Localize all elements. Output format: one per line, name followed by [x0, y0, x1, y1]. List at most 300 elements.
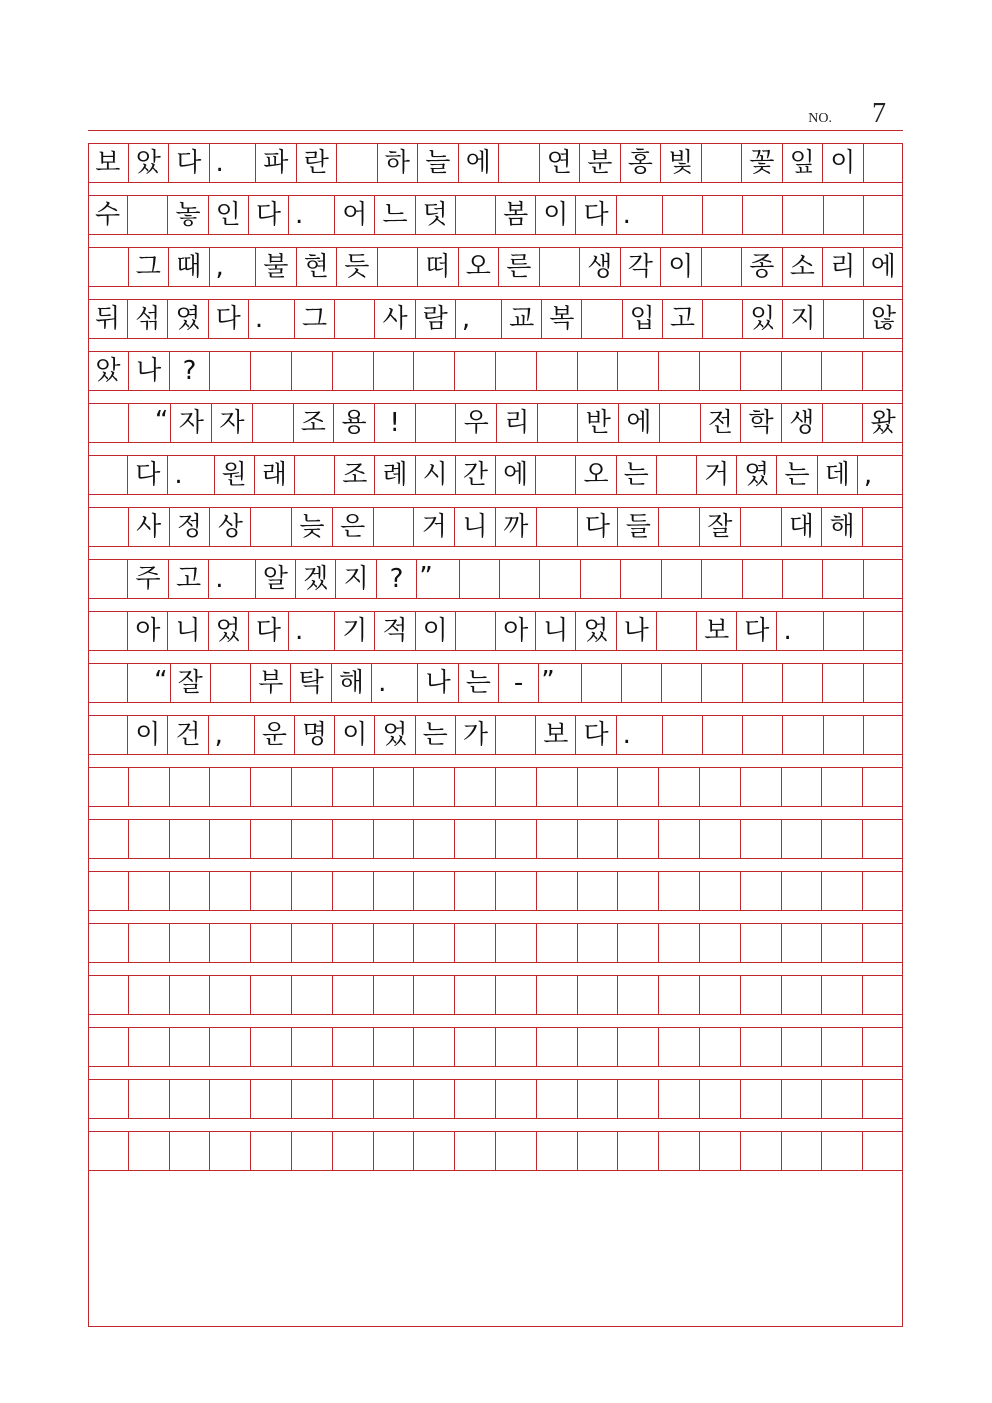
manuscript-cell: 리 — [822, 248, 863, 286]
manuscript-cell: 꽃 — [741, 144, 782, 182]
manuscript-cell: 대 — [781, 508, 822, 546]
manuscript-cell: 다 — [168, 144, 209, 182]
manuscript-cell — [862, 976, 903, 1014]
manuscript-cell — [821, 820, 862, 858]
manuscript-cell — [250, 924, 291, 962]
manuscript-cell — [336, 144, 377, 182]
manuscript-cell: 다 — [248, 612, 288, 650]
manuscript-cell: 하 — [377, 144, 418, 182]
manuscript-cell: 보 — [95, 148, 121, 178]
manuscript-cell — [413, 820, 454, 858]
manuscript-cell — [332, 976, 373, 1014]
manuscript-cell — [702, 716, 742, 754]
manuscript-cell — [209, 768, 250, 806]
manuscript-cell: 용 — [333, 404, 374, 442]
manuscript-cell: 다 — [208, 300, 248, 338]
manuscript-row — [88, 663, 903, 703]
manuscript-cell: 정 — [169, 508, 210, 546]
manuscript-cell: 봄 — [495, 196, 535, 234]
manuscript-cell: 건 — [167, 716, 207, 754]
manuscript-row — [88, 923, 903, 963]
manuscript-cell — [658, 1028, 699, 1066]
manuscript-cell — [250, 976, 291, 1014]
manuscript-cell — [495, 716, 535, 754]
manuscript-cell — [862, 1080, 903, 1118]
manuscript-cell — [413, 872, 454, 910]
manuscript-cell — [740, 924, 781, 962]
manuscript-cell — [863, 560, 903, 598]
manuscript-cell — [862, 872, 903, 910]
manuscript-cell — [577, 1080, 618, 1118]
manuscript-cell: 해 — [821, 508, 862, 546]
manuscript-cell — [581, 300, 621, 338]
manuscript-cell: 종 — [741, 248, 782, 286]
manuscript-cell — [334, 300, 374, 338]
manuscript-cell: 부 — [250, 664, 290, 702]
manuscript-cell — [821, 768, 862, 806]
manuscript-cell — [209, 352, 250, 390]
manuscript-cell — [169, 1132, 210, 1170]
manuscript-cell — [332, 352, 373, 390]
manuscript-cell — [413, 976, 454, 1014]
manuscript-cell — [699, 1028, 740, 1066]
manuscript-cell — [413, 352, 454, 390]
manuscript-cell — [209, 976, 250, 1014]
manuscript-cell — [88, 664, 127, 702]
manuscript-cell — [740, 872, 781, 910]
manuscript-cell — [701, 560, 741, 598]
manuscript-cell: 나 — [616, 612, 656, 650]
manuscript-cell — [291, 872, 332, 910]
manuscript-cell: 았 — [128, 144, 169, 182]
manuscript-cell — [781, 1080, 822, 1118]
manuscript-cell — [535, 456, 575, 494]
manuscript-cell: 이 — [535, 196, 575, 234]
manuscript-cell: 들 — [617, 508, 658, 546]
manuscript-row — [88, 351, 903, 391]
manuscript-row — [88, 143, 903, 183]
manuscript-row — [88, 611, 903, 651]
manuscript-cell — [291, 924, 332, 962]
manuscript-cell: . — [209, 144, 256, 182]
manuscript-cell — [740, 768, 781, 806]
manuscript-cell: 에 — [495, 456, 535, 494]
manuscript-cell — [373, 352, 414, 390]
manuscript-row — [88, 403, 903, 443]
manuscript-cell — [377, 248, 418, 286]
manuscript-cell — [250, 508, 291, 546]
manuscript-cell: 현 — [296, 248, 337, 286]
manuscript-cell — [863, 612, 903, 650]
manuscript-cell — [88, 872, 128, 910]
manuscript-cell — [495, 976, 536, 1014]
manuscript-cell — [742, 196, 782, 234]
manuscript-cell — [291, 768, 332, 806]
manuscript-cell — [454, 1132, 495, 1170]
manuscript-cell — [821, 924, 862, 962]
manuscript-cell — [250, 352, 291, 390]
manuscript-cell — [495, 1080, 536, 1118]
page-number: 7 — [872, 98, 886, 129]
manuscript-row — [88, 871, 903, 911]
manuscript-cell: 아 — [127, 612, 167, 650]
manuscript-cell: . — [208, 560, 254, 598]
manuscript-cell: 잘 — [699, 508, 740, 546]
manuscript-cell — [617, 820, 658, 858]
manuscript-cell — [88, 768, 128, 806]
manuscript-cell: 다 — [577, 508, 618, 546]
manuscript-cell: 간 — [455, 456, 495, 494]
manuscript-cell — [250, 1080, 291, 1118]
manuscript-cell: 다 — [575, 716, 615, 754]
manuscript-cell — [782, 664, 822, 702]
manuscript-cell: 나 — [417, 664, 457, 702]
manuscript-cell: 다 — [736, 612, 776, 650]
manuscript-cell: 복 — [541, 300, 581, 338]
manuscript-cell: . — [616, 716, 662, 754]
manuscript-cell: , — [209, 248, 256, 286]
manuscript-cell — [781, 1132, 822, 1170]
manuscript-cell: ” — [538, 664, 580, 702]
manuscript-cell: 었 — [208, 612, 248, 650]
manuscript-cell: 는 — [776, 456, 816, 494]
manuscript-cell: 섞 — [127, 300, 167, 338]
manuscript-cell — [373, 976, 414, 1014]
manuscript-cell — [617, 1028, 658, 1066]
manuscript-cell: 상 — [209, 508, 250, 546]
manuscript-cell: 았 — [95, 356, 121, 386]
manuscript-cell: , — [208, 716, 254, 754]
manuscript-cell: 었 — [575, 612, 615, 650]
manuscript-cell: 다 — [248, 196, 288, 234]
manuscript-cell — [781, 976, 822, 1014]
manuscript-cell — [539, 560, 579, 598]
manuscript-cell — [740, 1028, 781, 1066]
manuscript-cell — [332, 872, 373, 910]
manuscript-cell — [88, 560, 127, 598]
manuscript-cell — [495, 1132, 536, 1170]
manuscript-row — [88, 1079, 903, 1119]
manuscript-cell — [658, 820, 699, 858]
manuscript-cell — [580, 560, 620, 598]
manuscript-cell — [658, 1080, 699, 1118]
manuscript-cell — [862, 1028, 903, 1066]
manuscript-cell: 놓 — [167, 196, 207, 234]
manuscript-cell: 늦 — [291, 508, 332, 546]
manuscript-cell — [495, 872, 536, 910]
manuscript-cell — [88, 1028, 128, 1066]
manuscript-cell: 듯 — [336, 248, 377, 286]
manuscript-cell — [373, 872, 414, 910]
manuscript-cell — [250, 1132, 291, 1170]
manuscript-cell: 입 — [622, 300, 662, 338]
manuscript-cell — [413, 1028, 454, 1066]
manuscript-row — [88, 767, 903, 807]
manuscript-cell — [740, 976, 781, 1014]
manuscript-cell — [209, 820, 250, 858]
manuscript-cell: 자 — [211, 404, 252, 442]
manuscript-cell — [128, 872, 169, 910]
manuscript-cell — [822, 560, 862, 598]
manuscript-cell: ? — [169, 352, 210, 390]
manuscript-cell — [250, 768, 291, 806]
manuscript-cell — [782, 716, 822, 754]
manuscript-cell — [821, 1080, 862, 1118]
manuscript-cell: 어 — [334, 196, 374, 234]
manuscript-cell — [863, 144, 904, 182]
manuscript-cell — [415, 404, 456, 442]
manuscript-cell — [88, 612, 127, 650]
manuscript-cell — [862, 768, 903, 806]
manuscript-cell: . — [616, 196, 662, 234]
manuscript-cell: 뒤 — [95, 304, 121, 334]
manuscript-cell — [740, 1132, 781, 1170]
manuscript-cell: 분 — [579, 144, 620, 182]
manuscript-cell — [291, 820, 332, 858]
manuscript-cell: 니 — [167, 612, 207, 650]
manuscript-cell — [740, 508, 781, 546]
manuscript-cell — [454, 768, 495, 806]
manuscript-cell — [862, 1132, 903, 1170]
manuscript-cell — [617, 1080, 658, 1118]
manuscript-cell — [454, 1028, 495, 1066]
manuscript-cell — [332, 1028, 373, 1066]
manuscript-cell: 수 — [95, 200, 121, 230]
manuscript-cell — [823, 196, 863, 234]
manuscript-cell: 이 — [127, 716, 167, 754]
manuscript-cell — [332, 820, 373, 858]
manuscript-cell — [658, 768, 699, 806]
manuscript-cell — [455, 612, 495, 650]
manuscript-cell — [781, 872, 822, 910]
manuscript-cell — [413, 768, 454, 806]
manuscript-cell — [863, 716, 903, 754]
manuscript-cell: 는 — [415, 716, 455, 754]
manuscript-cell — [127, 196, 167, 234]
manuscript-cell: 이 — [660, 248, 701, 286]
manuscript-cell — [658, 508, 699, 546]
manuscript-cell — [413, 924, 454, 962]
manuscript-cell — [455, 196, 495, 234]
manuscript-cell: 고 — [168, 560, 208, 598]
manuscript-cell — [781, 820, 822, 858]
manuscript-cell — [250, 872, 291, 910]
page-number-label — [808, 98, 886, 130]
manuscript-cell — [658, 924, 699, 962]
manuscript-cell — [454, 872, 495, 910]
manuscript-cell: 이 — [334, 716, 374, 754]
manuscript-cell — [701, 664, 741, 702]
manuscript-cell — [454, 924, 495, 962]
manuscript-cell — [209, 1080, 250, 1118]
manuscript-cell — [577, 924, 618, 962]
manuscript-cell: 명 — [294, 716, 334, 754]
manuscript-cell: 였 — [736, 456, 776, 494]
manuscript-cell — [128, 924, 169, 962]
manuscript-cell — [536, 352, 577, 390]
manuscript-cell: 에 — [458, 144, 499, 182]
manuscript-cell — [169, 820, 210, 858]
manuscript-cell — [617, 976, 658, 1014]
manuscript-cell — [577, 352, 618, 390]
manuscript-cell — [88, 248, 128, 286]
manuscript-cell — [495, 820, 536, 858]
manuscript-cell — [88, 820, 128, 858]
manuscript-cell — [88, 456, 127, 494]
manuscript-cell — [373, 508, 414, 546]
manuscript-cell: 그 — [294, 300, 334, 338]
manuscript-cell: 조 — [334, 456, 374, 494]
manuscript-cell — [781, 768, 822, 806]
manuscript-cell: 기 — [334, 612, 374, 650]
manuscript-cell — [617, 352, 658, 390]
manuscript-cell — [823, 612, 863, 650]
manuscript-cell: 오 — [575, 456, 615, 494]
manuscript-cell — [88, 924, 128, 962]
manuscript-cell: 탁 — [290, 664, 330, 702]
manuscript-cell: 사 — [374, 300, 414, 338]
manuscript-row — [88, 559, 903, 599]
manuscript-cell — [699, 976, 740, 1014]
manuscript-cell — [128, 1080, 169, 1118]
manuscript-cell — [495, 1028, 536, 1066]
manuscript-cell — [169, 1028, 210, 1066]
manuscript-cell — [169, 872, 210, 910]
manuscript-cell — [373, 1080, 414, 1118]
manuscript-cell: 른 — [498, 248, 539, 286]
manuscript-cell: 생 — [781, 404, 822, 442]
manuscript-cell: 보 — [535, 716, 575, 754]
manuscript-cell — [658, 1132, 699, 1170]
manuscript-cell — [332, 1080, 373, 1118]
manuscript-cell — [291, 352, 332, 390]
manuscript-cell — [454, 820, 495, 858]
manuscript-cell: 거 — [413, 508, 454, 546]
manuscript-cell: 지 — [335, 560, 375, 598]
manuscript-row — [88, 715, 903, 755]
manuscript-cell — [658, 352, 699, 390]
manuscript-cell: 었 — [374, 716, 414, 754]
manuscript-cell — [454, 1080, 495, 1118]
manuscript-row — [88, 195, 903, 235]
manuscript-cell: 덧 — [415, 196, 455, 234]
manuscript-cell: . — [248, 300, 294, 338]
manuscript-cell: ? — [376, 560, 416, 598]
manuscript-cell — [821, 1132, 862, 1170]
manuscript-cell — [658, 872, 699, 910]
manuscript-cell: 에 — [618, 404, 659, 442]
manuscript-cell: 생 — [579, 248, 620, 286]
manuscript-cell — [536, 820, 577, 858]
manuscript-cell — [459, 560, 499, 598]
manuscript-cell: 지 — [782, 300, 822, 338]
manuscript-cell: 빛 — [660, 144, 701, 182]
manuscript-cell — [659, 404, 700, 442]
manuscript-cell — [620, 560, 660, 598]
manuscript-cell: 느 — [374, 196, 414, 234]
manuscript-cell — [332, 924, 373, 962]
manuscript-cell: 알 — [255, 560, 295, 598]
manuscript-cell — [169, 1080, 210, 1118]
manuscript-cell — [742, 716, 782, 754]
manuscript-cell: 는 — [458, 664, 498, 702]
manuscript-cell — [209, 1028, 250, 1066]
manuscript-cell: 이 — [415, 612, 455, 650]
manuscript-row — [88, 975, 903, 1015]
manuscript-cell — [617, 872, 658, 910]
manuscript-cell — [862, 924, 903, 962]
manuscript-cell — [617, 924, 658, 962]
manuscript-cell — [742, 560, 782, 598]
manuscript-cell — [782, 196, 822, 234]
manuscript-cell — [495, 924, 536, 962]
manuscript-cell: , — [455, 300, 501, 338]
manuscript-cell — [740, 352, 781, 390]
manuscript-cell — [291, 976, 332, 1014]
manuscript-cell — [699, 352, 740, 390]
manuscript-cell — [373, 1028, 414, 1066]
manuscript-cell — [701, 248, 742, 286]
manuscript-cell: 홍 — [620, 144, 661, 182]
manuscript-cell — [699, 1132, 740, 1170]
manuscript-cell — [862, 352, 903, 390]
manuscript-cell — [373, 768, 414, 806]
manuscript-cell — [577, 872, 618, 910]
manuscript-cell — [128, 1028, 169, 1066]
manuscript-cell — [577, 976, 618, 1014]
manuscript-cell — [821, 872, 862, 910]
manuscript-cell: 였 — [167, 300, 207, 338]
manuscript-cell — [537, 404, 578, 442]
manuscript-cell — [495, 352, 536, 390]
manuscript-cell — [539, 248, 580, 286]
manuscript-cell — [699, 768, 740, 806]
manuscript-cell — [781, 924, 822, 962]
manuscript-row — [88, 455, 903, 495]
manuscript-cell — [88, 1132, 128, 1170]
manuscript-cell — [536, 924, 577, 962]
manuscript-cell: 해 — [331, 664, 371, 702]
manuscript-cell: 운 — [254, 716, 294, 754]
manuscript-cell: 그 — [128, 248, 169, 286]
manuscript-cell — [373, 1132, 414, 1170]
manuscript-cell: 란 — [296, 144, 337, 182]
manuscript-cell — [699, 820, 740, 858]
manuscript-cell — [250, 1028, 291, 1066]
manuscript-cell — [88, 404, 128, 442]
manuscript-cell: 다 — [575, 196, 615, 234]
manuscript-cell — [498, 144, 539, 182]
manuscript-cell — [169, 768, 210, 806]
manuscript-cell — [209, 924, 250, 962]
manuscript-cell — [536, 508, 577, 546]
manuscript-cell: 람 — [415, 300, 455, 338]
manuscript-cell: 가 — [455, 716, 495, 754]
manuscript-cell — [128, 1132, 169, 1170]
manuscript-cell — [577, 1028, 618, 1066]
manuscript-cell: 왔 — [862, 404, 903, 442]
manuscript-cell — [699, 872, 740, 910]
manuscript-cell: 적 — [374, 612, 414, 650]
manuscript-cell: 고 — [662, 300, 702, 338]
manuscript-cell — [88, 508, 128, 546]
manuscript-cell — [373, 924, 414, 962]
manuscript-cell — [413, 1080, 454, 1118]
manuscript-cell — [291, 1132, 332, 1170]
manuscript-cell: 있 — [742, 300, 782, 338]
manuscript-cell: 이 — [822, 144, 863, 182]
manuscript-cell: 에 — [863, 248, 904, 286]
